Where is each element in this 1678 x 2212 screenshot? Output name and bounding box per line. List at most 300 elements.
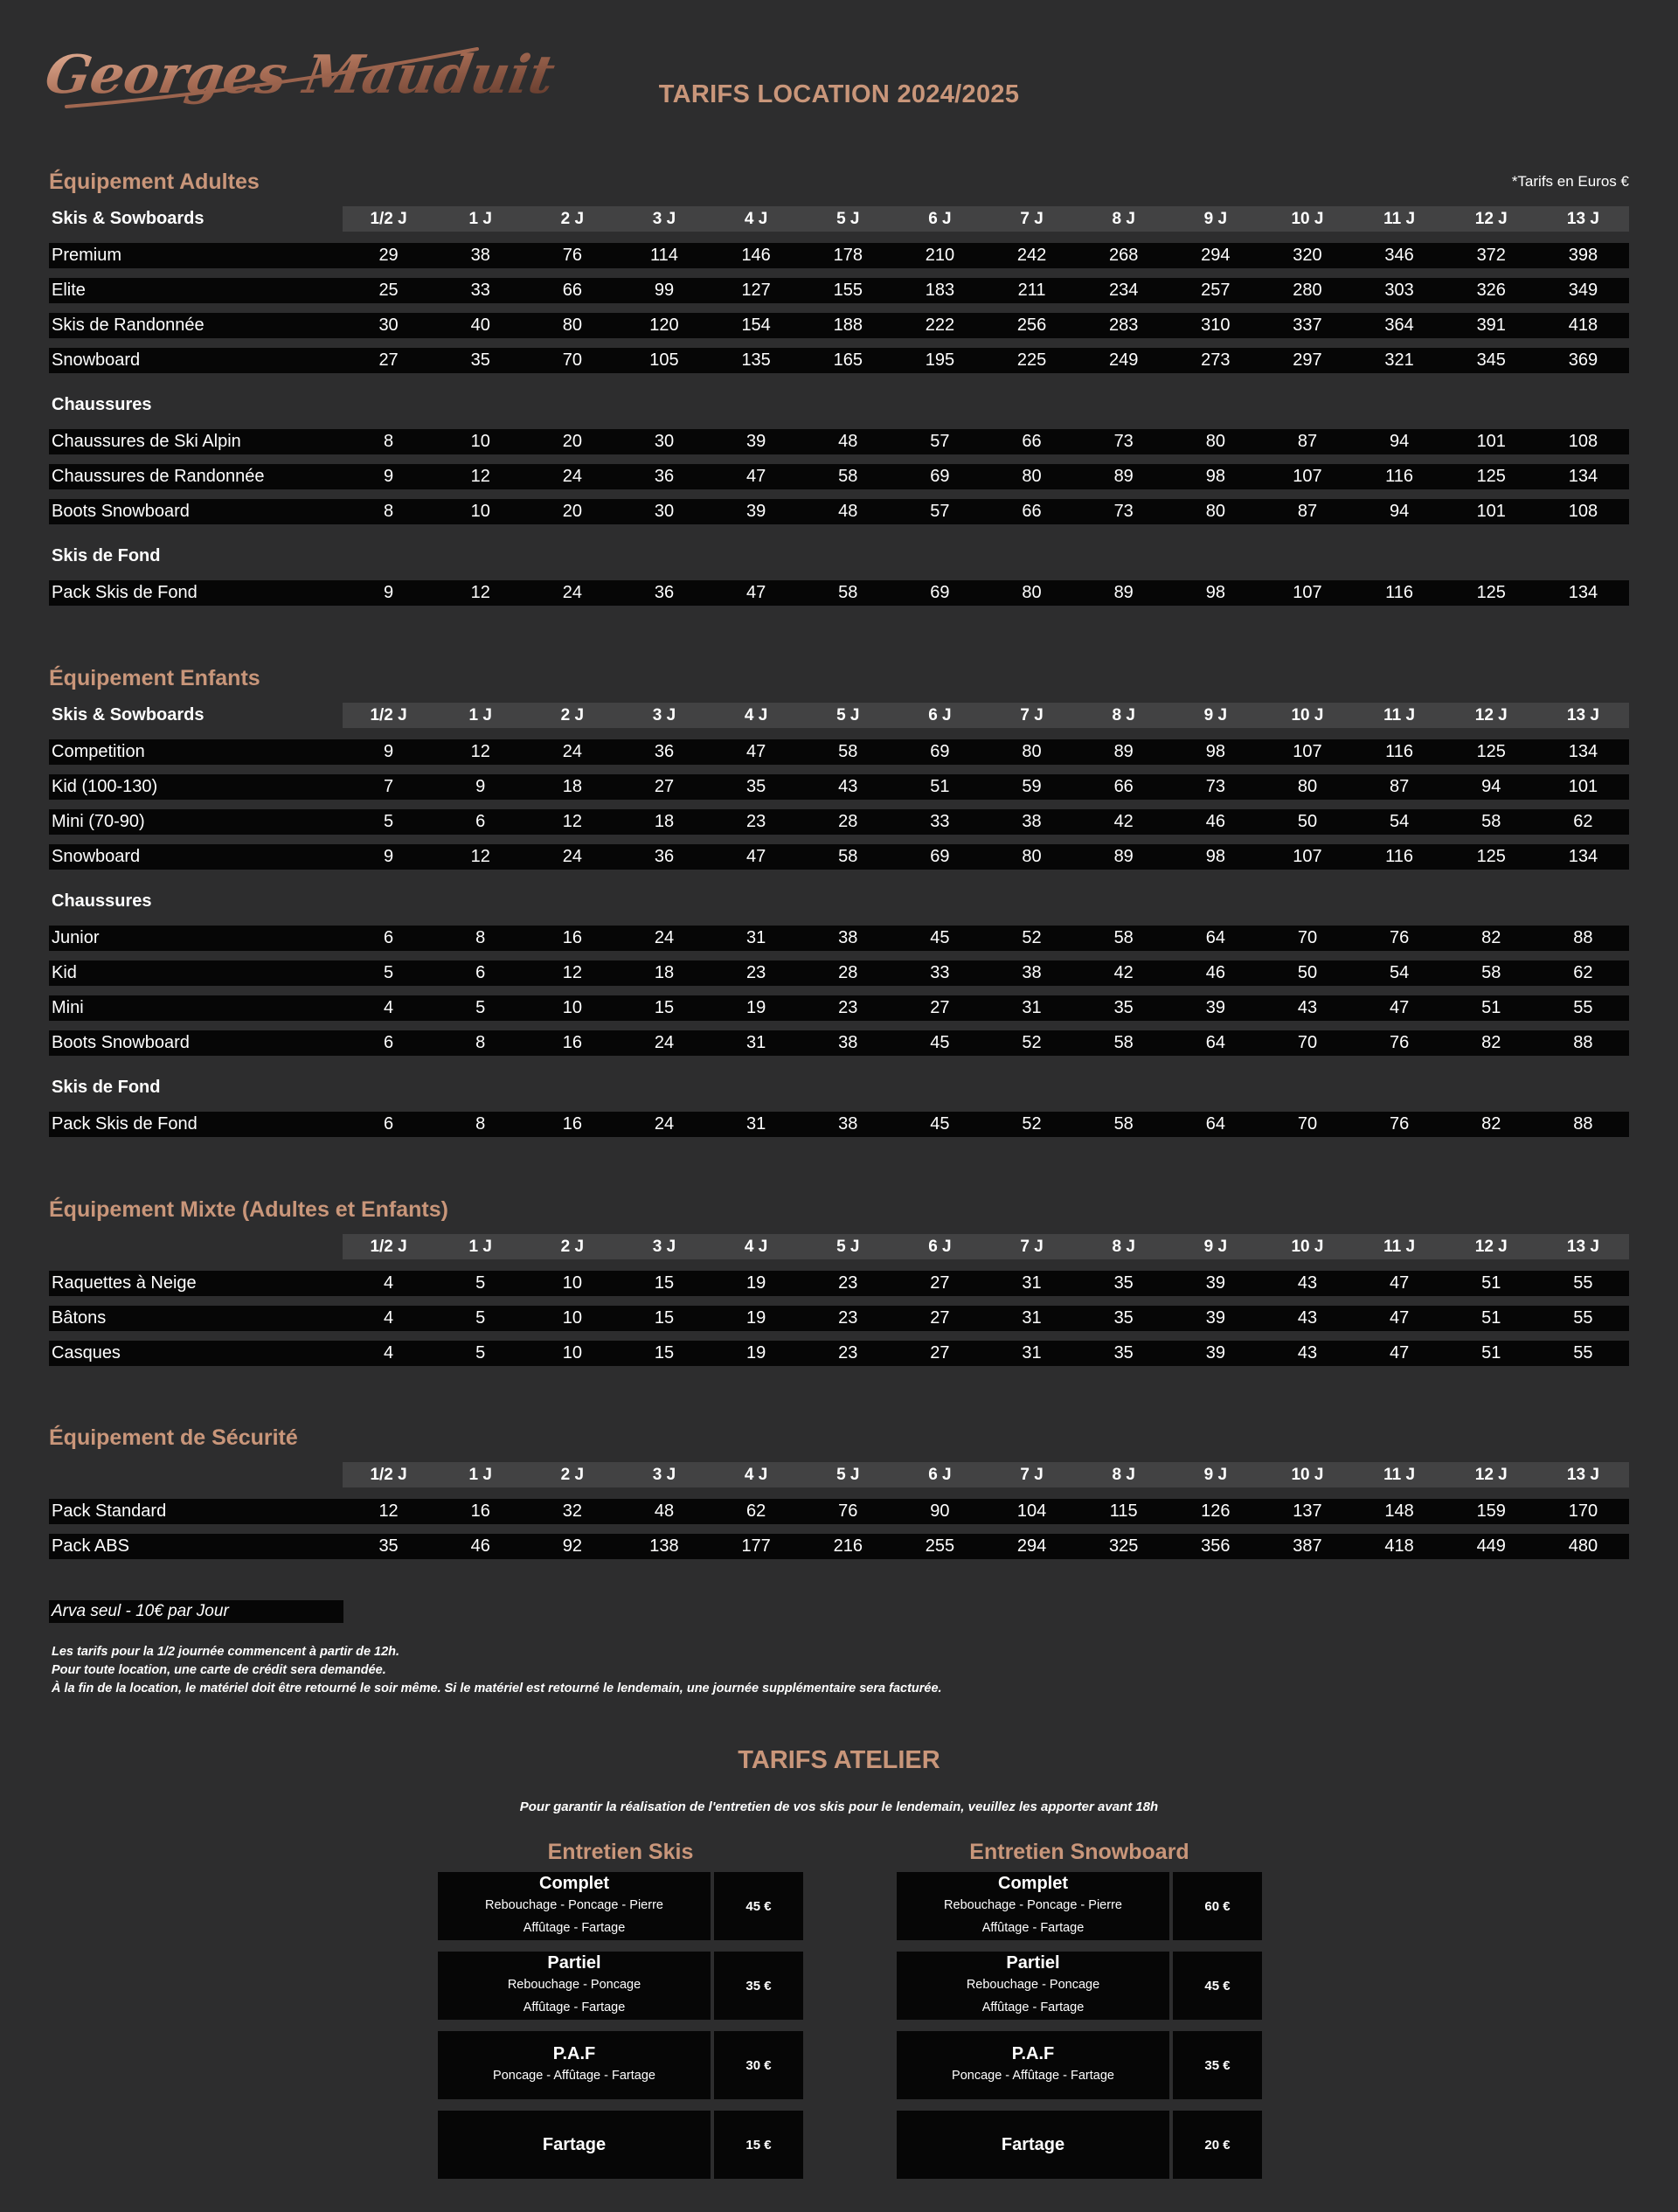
price-cell: 51	[930, 777, 950, 796]
day-header: 5 J	[836, 1237, 860, 1256]
price-cell: 23	[838, 1273, 858, 1293]
price-cell: 120	[649, 316, 679, 335]
price-cell: 165	[833, 350, 863, 370]
price-cell: 24	[654, 1033, 675, 1052]
price-cell: 16	[562, 1114, 582, 1134]
price-cell: 9	[384, 467, 394, 486]
service-name	[897, 2031, 1169, 2099]
price-cell: 15	[654, 1343, 675, 1363]
price-cell: 98	[1205, 583, 1225, 602]
price-cell: 87	[1297, 502, 1318, 521]
day-header: 10 J	[1291, 1465, 1324, 1484]
price-cell: 39	[1205, 1273, 1225, 1293]
price-cell: 115	[1109, 1501, 1138, 1521]
section-title: Équipement Enfants	[49, 666, 260, 690]
price-table	[49, 206, 1629, 606]
price-cell: 88	[1573, 1033, 1593, 1052]
price-cell: 24	[562, 742, 582, 761]
price-cell: 69	[930, 742, 950, 761]
day-header: 3 J	[652, 1237, 676, 1256]
price-cell: 55	[1573, 1343, 1593, 1363]
day-header: 2 J	[560, 1237, 585, 1256]
price-cell: 6	[475, 812, 486, 831]
price-cell: 88	[1573, 1114, 1593, 1134]
price-cell: 310	[1201, 316, 1231, 335]
price-cell: 35	[378, 1536, 399, 1556]
service-name	[897, 1952, 1169, 2020]
price-cell: 346	[1384, 246, 1414, 265]
price-cell: 47	[746, 847, 766, 866]
price-cell: 66	[1022, 432, 1042, 451]
price-cell: 80	[562, 316, 582, 335]
price-cell: 76	[838, 1501, 858, 1521]
service-row	[438, 2031, 803, 2099]
price-cell: 5	[475, 1308, 486, 1328]
group-header	[49, 889, 1629, 914]
section-title: Équipement de Sécurité	[49, 1425, 298, 1450]
price-cell: 39	[746, 432, 766, 451]
price-cell: 18	[654, 812, 675, 831]
price-cell: 6	[384, 928, 394, 947]
service-name	[438, 2111, 711, 2179]
group-title: Chaussures	[52, 395, 152, 414]
price-cell: 27	[378, 350, 399, 370]
service-price: 30 €	[714, 2031, 803, 2099]
price-cell: 9	[475, 777, 486, 796]
price-cell: 101	[1476, 432, 1506, 451]
row-label: Bâtons	[52, 1308, 107, 1328]
price-cell: 105	[649, 350, 679, 370]
price-cell: 64	[1205, 1033, 1225, 1052]
price-cell: 36	[654, 742, 675, 761]
service-price: 35 €	[1173, 2031, 1262, 2099]
price-cell: 216	[833, 1536, 863, 1556]
price-cell: 70	[1297, 928, 1318, 947]
day-headers	[343, 1234, 1629, 1259]
day-header: 8 J	[1112, 1237, 1135, 1256]
price-cell: 12	[562, 963, 582, 982]
row-prices	[343, 1030, 1629, 1056]
day-header: 1 J	[468, 1465, 492, 1484]
price-cell: 4	[384, 1343, 394, 1363]
service-desc: Rebouchage - Poncage	[507, 1977, 641, 1992]
price-cell: 369	[1568, 350, 1598, 370]
service-desc: Poncage - Affûtage - Fartage	[952, 2068, 1114, 2083]
price-cell: 28	[838, 812, 858, 831]
group-header	[49, 544, 1629, 569]
price-cell: 98	[1205, 847, 1225, 866]
price-cell: 5	[475, 1273, 486, 1293]
price-cell: 88	[1573, 928, 1593, 947]
day-header: 3 J	[652, 705, 676, 725]
day-header: 3 J	[652, 209, 676, 228]
price-cell: 99	[654, 281, 675, 300]
price-cell: 170	[1568, 1501, 1598, 1521]
price-cell: 80	[1297, 777, 1318, 796]
price-cell: 101	[1476, 502, 1506, 521]
price-cell: 303	[1384, 281, 1414, 300]
price-cell: 47	[1389, 1308, 1410, 1328]
service-label: Complet	[998, 1873, 1068, 1893]
service-name	[897, 1872, 1169, 1940]
price-cell: 9	[384, 742, 394, 761]
price-cell: 337	[1293, 316, 1322, 335]
row-label: Kid (100-130)	[52, 777, 158, 796]
row-prices	[343, 739, 1629, 765]
price-cell: 222	[925, 316, 955, 335]
price-cell: 255	[925, 1536, 955, 1556]
price-cell: 387	[1293, 1536, 1322, 1556]
price-cell: 210	[925, 246, 955, 265]
day-header: 10 J	[1291, 1237, 1324, 1256]
price-cell: 12	[562, 812, 582, 831]
price-cell: 89	[1113, 583, 1134, 602]
price-cell: 35	[470, 350, 490, 370]
price-cell: 46	[1205, 812, 1225, 831]
day-header: 9 J	[1203, 705, 1228, 725]
arva-note: Arva seul - 10€ par Jour	[49, 1600, 343, 1623]
price-cell: 35	[1113, 1273, 1134, 1293]
price-cell: 64	[1205, 928, 1225, 947]
price-cell: 55	[1573, 998, 1593, 1017]
row-prices	[343, 1271, 1629, 1296]
price-cell: 46	[470, 1536, 490, 1556]
price-table	[49, 1234, 1629, 1366]
price-cell: 16	[470, 1501, 490, 1521]
price-cell: 12	[470, 742, 490, 761]
price-cell: 418	[1384, 1536, 1414, 1556]
row-prices	[343, 313, 1629, 338]
atelier-block-1	[897, 1834, 1262, 2190]
price-cell: 8	[384, 432, 394, 451]
price-cell: 326	[1476, 281, 1506, 300]
price-cell: 19	[746, 1308, 766, 1328]
price-cell: 125	[1476, 583, 1506, 602]
price-cell: 10	[562, 1273, 582, 1293]
day-header: 1/2 J	[370, 1465, 407, 1484]
day-header: 12 J	[1474, 209, 1508, 228]
price-cell: 24	[654, 928, 675, 947]
day-header: 4 J	[744, 209, 768, 228]
table-row	[49, 1306, 1629, 1331]
day-header: 13 J	[1566, 209, 1599, 228]
price-cell: 280	[1293, 281, 1322, 300]
day-header: 1 J	[468, 705, 492, 725]
row-label: Boots Snowboard	[52, 1033, 190, 1052]
price-cell: 80	[1022, 742, 1042, 761]
price-cell: 177	[741, 1536, 771, 1556]
price-cell: 39	[1205, 1343, 1225, 1363]
day-header: 4 J	[744, 1465, 768, 1484]
price-cell: 57	[930, 432, 950, 451]
service-price: 20 €	[1173, 2111, 1262, 2179]
section-1	[49, 662, 1629, 1147]
price-cell: 62	[1573, 812, 1593, 831]
price-cell: 70	[1297, 1033, 1318, 1052]
price-cell: 256	[1016, 316, 1047, 335]
price-cell: 5	[384, 963, 394, 982]
price-cell: 18	[562, 777, 582, 796]
price-cell: 52	[1022, 928, 1042, 947]
row-prices	[343, 1341, 1629, 1366]
price-cell: 98	[1205, 467, 1225, 486]
price-cell: 35	[746, 777, 766, 796]
price-cell: 35	[1113, 1343, 1134, 1363]
table-header	[49, 703, 1629, 728]
service-row	[438, 1872, 803, 1940]
price-cell: 31	[746, 928, 766, 947]
price-cell: 66	[1113, 777, 1134, 796]
price-cell: 70	[1297, 1114, 1318, 1134]
price-cell: 10	[470, 432, 490, 451]
price-cell: 64	[1205, 1114, 1225, 1134]
price-cell: 57	[930, 502, 950, 521]
day-header: 1 J	[468, 209, 492, 228]
table-row	[49, 1499, 1629, 1524]
price-cell: 24	[562, 847, 582, 866]
price-cell: 135	[741, 350, 771, 370]
service-name	[438, 1872, 711, 1940]
price-cell: 42	[1113, 812, 1134, 831]
service-label: P.A.F	[1011, 2043, 1055, 2063]
table-row	[49, 960, 1629, 986]
day-header: 1/2 J	[370, 1237, 407, 1256]
price-cell: 104	[1016, 1501, 1047, 1521]
price-cell: 27	[930, 1273, 950, 1293]
service-label: Fartage	[542, 2134, 607, 2154]
table-row	[49, 278, 1629, 303]
price-cell: 4	[384, 1273, 394, 1293]
currency-note: *Tarifs en Euros €	[1511, 173, 1629, 190]
price-cell: 125	[1476, 742, 1506, 761]
rental-conditions	[52, 1643, 1625, 1698]
price-cell: 62	[746, 1501, 766, 1521]
day-header: 10 J	[1291, 705, 1324, 725]
price-cell: 69	[930, 583, 950, 602]
atelier-block-0	[438, 1834, 803, 2190]
price-cell: 154	[741, 316, 771, 335]
price-cell: 38	[838, 1033, 858, 1052]
price-cell: 31	[746, 1114, 766, 1134]
price-cell: 12	[378, 1501, 399, 1521]
service-desc: Affûtage - Fartage	[523, 2000, 626, 2014]
price-cell: 94	[1389, 502, 1410, 521]
price-cell: 76	[1389, 1033, 1410, 1052]
table-row	[49, 464, 1629, 489]
price-cell: 107	[1293, 583, 1322, 602]
price-cell: 183	[925, 281, 955, 300]
day-header: 6 J	[928, 1465, 952, 1484]
price-cell: 126	[1201, 1501, 1231, 1521]
price-cell: 283	[1109, 316, 1139, 335]
price-cell: 47	[746, 467, 766, 486]
price-cell: 48	[838, 502, 858, 521]
price-cell: 94	[1389, 432, 1410, 451]
price-cell: 94	[1481, 777, 1501, 796]
price-table	[49, 1462, 1629, 1559]
price-cell: 398	[1568, 246, 1598, 265]
row-label: Boots Snowboard	[52, 502, 190, 521]
price-cell: 8	[384, 502, 394, 521]
price-cell: 58	[1113, 1033, 1134, 1052]
day-header: 12 J	[1474, 1237, 1508, 1256]
svg-text:Georges Mauduit: Georges Mauduit	[40, 44, 559, 106]
price-cell: 42	[1113, 963, 1134, 982]
price-cell: 36	[654, 847, 675, 866]
table-row	[49, 844, 1629, 870]
row-prices	[343, 844, 1629, 870]
price-cell: 125	[1476, 847, 1506, 866]
header-label: Skis & Sowboards	[52, 209, 205, 228]
price-cell: 38	[838, 1114, 858, 1134]
price-cell: 87	[1297, 432, 1318, 451]
row-prices	[343, 995, 1629, 1021]
price-cell: 38	[838, 928, 858, 947]
price-cell: 27	[930, 998, 950, 1017]
price-cell: 87	[1389, 777, 1410, 796]
day-header: 2 J	[560, 209, 585, 228]
price-cell: 39	[1205, 1308, 1225, 1328]
price-cell: 225	[1016, 350, 1047, 370]
row-prices	[343, 809, 1629, 835]
price-cell: 31	[746, 1033, 766, 1052]
day-header: 4 J	[744, 1237, 768, 1256]
day-header: 8 J	[1112, 1465, 1135, 1484]
price-cell: 211	[1017, 281, 1046, 300]
table-row	[49, 499, 1629, 524]
row-prices	[343, 774, 1629, 800]
row-prices	[343, 580, 1629, 606]
service-label: Fartage	[1001, 2134, 1065, 2154]
price-cell: 29	[378, 246, 399, 265]
service-row	[438, 1952, 803, 2020]
day-header: 6 J	[928, 705, 952, 725]
row-prices	[343, 499, 1629, 524]
price-cell: 90	[930, 1501, 950, 1521]
row-prices	[343, 960, 1629, 986]
price-cell: 8	[475, 928, 486, 947]
price-cell: 127	[741, 281, 771, 300]
day-header: 5 J	[836, 705, 860, 725]
atelier-title: TARIFS ATELIER	[738, 1746, 940, 1774]
atelier-note: Pour garantir la réalisation de l'entretien de vos skis pour le lendemain, veuillez les apporter avant 18h	[519, 1799, 1159, 1814]
price-cell: 30	[654, 432, 675, 451]
day-header: 9 J	[1203, 1237, 1228, 1256]
service-name	[897, 2111, 1169, 2179]
price-cell: 55	[1573, 1273, 1593, 1293]
price-cell: 19	[746, 1273, 766, 1293]
price-cell: 108	[1568, 432, 1598, 451]
price-cell: 6	[475, 963, 486, 982]
price-cell: 297	[1293, 350, 1322, 370]
price-cell: 107	[1293, 847, 1322, 866]
price-cell: 58	[1481, 963, 1501, 982]
row-prices	[343, 1534, 1629, 1559]
price-cell: 58	[838, 847, 858, 866]
row-prices	[343, 278, 1629, 303]
price-cell: 449	[1476, 1536, 1506, 1556]
price-cell: 19	[746, 998, 766, 1017]
price-cell: 35	[1113, 1308, 1134, 1328]
price-cell: 391	[1476, 316, 1506, 335]
day-header: 9 J	[1203, 209, 1228, 228]
price-cell: 31	[1022, 998, 1042, 1017]
price-cell: 40	[470, 316, 490, 335]
price-cell: 43	[1297, 998, 1318, 1017]
price-cell: 116	[1385, 847, 1414, 866]
price-cell: 325	[1109, 1536, 1139, 1556]
price-cell: 30	[654, 502, 675, 521]
price-cell: 10	[470, 502, 490, 521]
day-header: 1 J	[468, 1237, 492, 1256]
price-cell: 48	[838, 432, 858, 451]
day-header: 9 J	[1203, 1465, 1228, 1484]
day-header: 7 J	[1020, 705, 1044, 725]
table-header	[49, 206, 1629, 232]
price-cell: 9	[384, 847, 394, 866]
price-cell: 58	[1113, 928, 1134, 947]
price-cell: 47	[1389, 1273, 1410, 1293]
price-cell: 10	[562, 1308, 582, 1328]
note-line: Les tarifs pour la 1/2 journée commencent à partir de 12h.	[52, 1645, 400, 1659]
price-cell: 80	[1022, 847, 1042, 866]
group-title: Skis de Fond	[52, 546, 161, 565]
price-cell: 51	[1481, 1273, 1501, 1293]
price-cell: 31	[1022, 1308, 1042, 1328]
price-cell: 70	[562, 350, 582, 370]
price-cell: 178	[833, 246, 863, 265]
price-cell: 188	[833, 316, 863, 335]
price-cell: 12	[470, 467, 490, 486]
service-desc: Affûtage - Fartage	[981, 2000, 1085, 2014]
day-header: 7 J	[1020, 1237, 1044, 1256]
price-cell: 73	[1113, 502, 1134, 521]
day-header: 2 J	[560, 1465, 585, 1484]
price-cell: 23	[838, 1343, 858, 1363]
day-header: 4 J	[744, 705, 768, 725]
group-title: Chaussures	[52, 891, 152, 911]
table-row	[49, 348, 1629, 373]
price-cell: 82	[1481, 1033, 1501, 1052]
price-cell: 16	[562, 1033, 582, 1052]
service-name	[438, 2031, 711, 2099]
price-cell: 134	[1568, 742, 1598, 761]
service-row	[438, 2111, 803, 2179]
price-cell: 27	[930, 1308, 950, 1328]
price-cell: 23	[838, 1308, 858, 1328]
price-cell: 66	[562, 281, 582, 300]
table-row	[49, 580, 1629, 606]
price-cell: 46	[1205, 963, 1225, 982]
service-desc: Rebouchage - Poncage - Pierre	[944, 1897, 1122, 1912]
price-cell: 155	[833, 281, 863, 300]
price-cell: 38	[1022, 812, 1042, 831]
day-headers	[343, 703, 1629, 728]
row-prices	[343, 1306, 1629, 1331]
table-row	[49, 1271, 1629, 1296]
price-cell: 116	[1385, 742, 1414, 761]
price-cell: 89	[1113, 742, 1134, 761]
day-header: 7 J	[1020, 1465, 1044, 1484]
row-label: Pack ABS	[52, 1536, 129, 1556]
price-cell: 80	[1205, 502, 1225, 521]
price-cell: 320	[1293, 246, 1322, 265]
price-cell: 356	[1201, 1536, 1231, 1556]
price-cell: 33	[470, 281, 490, 300]
service-price: 60 €	[1173, 1872, 1262, 1940]
price-cell: 76	[1389, 928, 1410, 947]
price-cell: 89	[1113, 467, 1134, 486]
